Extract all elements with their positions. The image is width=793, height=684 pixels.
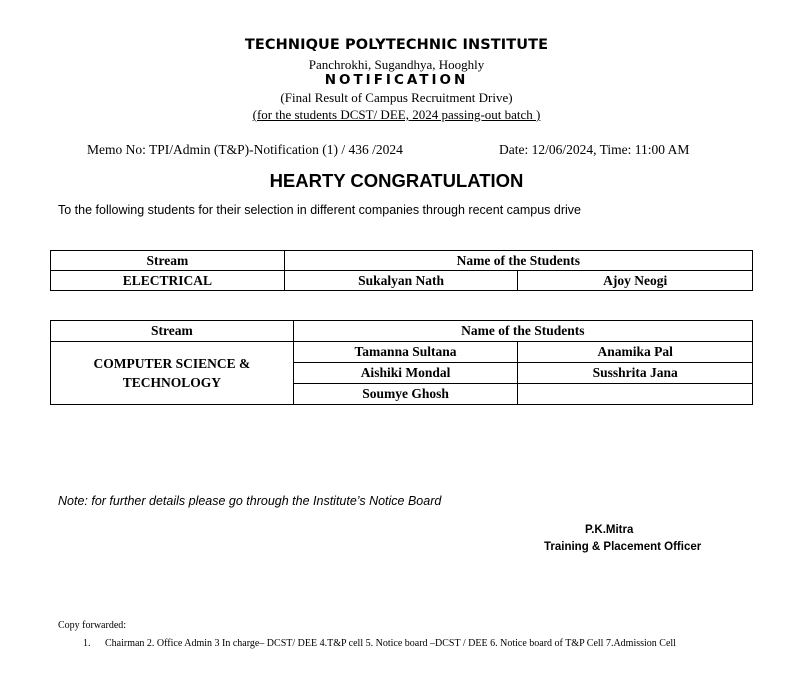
batch-text: (for the students DCST/ DEE, 2024 passing-out batch ) bbox=[252, 107, 541, 122]
stream-cell: ELECTRICAL bbox=[51, 271, 285, 291]
notification-subtitle: (Final Result of Campus Recruitment Drive) bbox=[280, 90, 513, 105]
header-stream: Stream bbox=[51, 321, 294, 342]
page-heading: HEARTY CONGRATULATION bbox=[269, 170, 524, 191]
student-name: Sukalyan Nath bbox=[284, 271, 518, 291]
student-name: Aishiki Mondal bbox=[293, 363, 518, 384]
note-text: Note: for further details please go through the Institute’s Notice Board bbox=[58, 494, 442, 508]
student-name: Soumye Ghosh bbox=[293, 384, 518, 405]
header-stream: Stream bbox=[51, 251, 285, 271]
copy-list-text: Chairman 2. Office Admin 3 In charge– DCST/ DEE 4.T&P cell 5. Notice board –DCST / DEE 6. Notice board of T&P Cell 7.Admission Cell bbox=[105, 638, 676, 649]
stream-cell: COMPUTER SCIENCE & TECHNOLOGY bbox=[51, 342, 294, 405]
table-row bbox=[51, 271, 753, 291]
memo-datetime: Date: 12/06/2024, Time: 11:00 AM bbox=[499, 142, 690, 157]
computer-science-table bbox=[50, 320, 753, 405]
table-header-row bbox=[51, 251, 753, 271]
signatory-title: Training & Placement Officer bbox=[544, 541, 702, 553]
signatory-name: P.K.Mitra bbox=[585, 524, 634, 536]
student-name-empty bbox=[518, 384, 753, 405]
copy-forwarded-label: Copy forwarded: bbox=[58, 620, 127, 631]
copy-list-number: 1. bbox=[83, 638, 91, 649]
student-name: Tamanna Sultana bbox=[293, 342, 518, 363]
institute-address: Panchrokhi, Sugandhya, Hooghly bbox=[308, 57, 485, 72]
batch-line bbox=[0, 107, 793, 123]
institute-name: TECHNIQUE POLYTECHNIC INSTITUTE bbox=[244, 37, 549, 53]
table-header-row bbox=[51, 321, 753, 342]
student-name: Anamika Pal bbox=[518, 342, 753, 363]
header-names: Name of the Students bbox=[293, 321, 752, 342]
student-name: Susshrita Jana bbox=[518, 363, 753, 384]
header-names: Name of the Students bbox=[284, 251, 752, 271]
table-row bbox=[51, 342, 753, 363]
student-name: Ajoy Neogi bbox=[518, 271, 753, 291]
intro-text: To the following students for their selection in different companies through recent campus drive bbox=[58, 203, 581, 217]
copy-forwarded-list bbox=[83, 638, 676, 649]
electrical-table bbox=[50, 250, 753, 291]
notification-title: NOTIFICATION bbox=[324, 72, 469, 88]
memo-number: Memo No: TPI/Admin (T&P)-Notification (1) / 436 /2024 bbox=[87, 142, 403, 157]
